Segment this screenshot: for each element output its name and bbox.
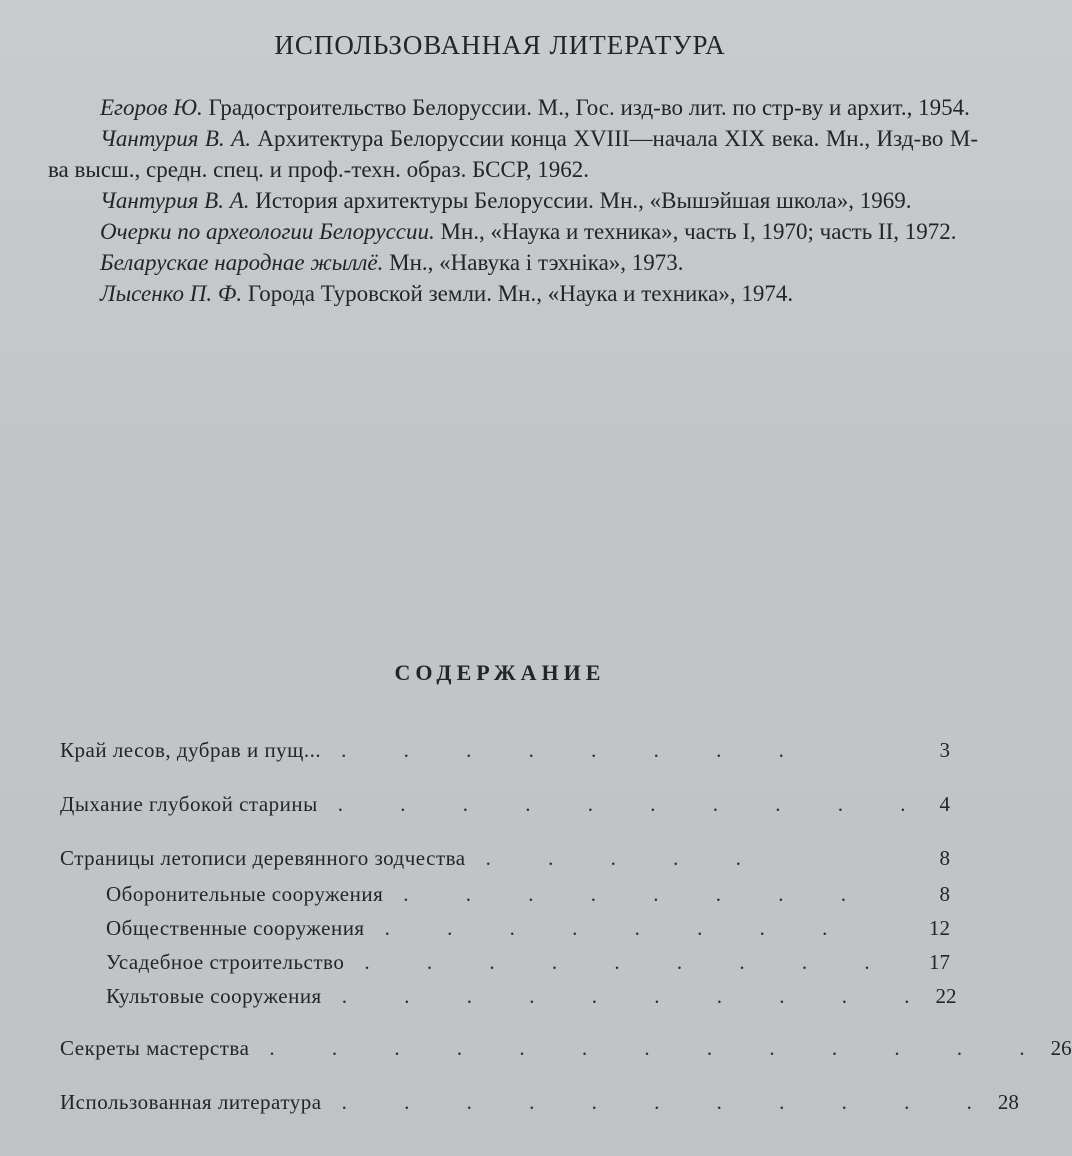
- toc-subitem: [60, 984, 957, 1018]
- bibliography-text: Градостроительство Белоруссии. М., Гос. изд-во лит. по стр-ву и архит., 1954.: [202, 95, 970, 120]
- toc-page-number: 8: [939, 846, 950, 870]
- toc-dot-leader: . . . . . . . . . . . . .: [269, 1036, 1051, 1060]
- bibliography-author: Беларускае народнае жыллё.: [100, 250, 384, 275]
- bibliography-list: [48, 92, 978, 309]
- bibliography-author: Чантурия В. А.: [100, 126, 251, 151]
- toc-item-label: Край лесов, дубрав и пущ...: [60, 738, 322, 762]
- toc-dot-leader: . . . . . . . .: [403, 882, 873, 906]
- bibliography-entry: [48, 92, 978, 123]
- bibliography-entry: [48, 123, 978, 185]
- bibliography-author: Очерки по археологии Белоруссии.: [100, 219, 435, 244]
- toc-subitem: [60, 916, 950, 950]
- bibliography-text: Мн., «Навука і тэхніка», 1973.: [383, 250, 684, 275]
- toc-page-number: 4: [939, 792, 950, 816]
- toc-page-number: 12: [929, 916, 950, 940]
- bibliography-author: Чантурия В. А.: [100, 188, 250, 213]
- toc-page-number: 17: [929, 950, 950, 974]
- bibliography-text: Мн., «Наука и техника», часть I, 1970; часть II, 1972.: [434, 219, 957, 244]
- bibliography-author: Лысенко П. Ф.: [100, 281, 243, 306]
- toc-page-number: 3: [939, 738, 950, 762]
- toc-dot-leader: . . . . . . . .: [341, 738, 810, 762]
- toc-item: [60, 1090, 1019, 1126]
- toc-item-label: Страницы летописи деревянного зодчества: [60, 846, 466, 870]
- toc-subitem: [60, 882, 950, 916]
- toc-item: [60, 738, 950, 774]
- bibliography-text: История архитектуры Белоруссии. Мн., «Вышэйшая школа», 1969.: [249, 188, 912, 213]
- contents-title: СОДЕРЖАНИЕ: [394, 660, 606, 685]
- toc-item: [60, 846, 950, 882]
- toc-item-label: Оборонительные сооружения: [106, 882, 384, 906]
- bibliography-author: Егоров Ю.: [100, 95, 203, 120]
- toc-dot-leader: . . . . . . . .: [384, 916, 854, 940]
- toc-item-label: Культовые сооружения: [106, 984, 322, 1008]
- bibliography-title: ИСПОЛЬЗОВАННАЯ ЛИТЕРАТУРА: [274, 30, 726, 60]
- toc-dot-leader: . . . . . . . . .: [364, 950, 896, 974]
- toc-page-number: 8: [939, 882, 950, 906]
- toc-item: [60, 792, 950, 828]
- toc-page-number: 22: [935, 984, 957, 1008]
- bibliography-text: Архитектура Белоруссии конца XVIII—начала XIX века. Мн., Изд-во М-ва высш., средн. спец. и проф.-техн. образ. БССР, 1962.: [48, 126, 978, 182]
- toc-dot-leader: . . . . . . . . . . .: [341, 1090, 998, 1114]
- toc-dot-leader: . . . . . . . . . .: [341, 984, 936, 1008]
- toc-dot-leader: . . . . .: [485, 846, 767, 870]
- table-of-contents: [60, 738, 1072, 1126]
- toc-item-label: Использованная литература: [60, 1090, 322, 1114]
- toc-item-label: Общественные сооружения: [106, 916, 365, 940]
- bibliography-entry: [48, 278, 978, 309]
- bibliography-entry: [48, 185, 978, 216]
- toc-page-number: 26: [1050, 1036, 1072, 1060]
- toc-dot-leader: . . . . . . . . . .: [337, 792, 932, 816]
- bibliography-entry: [48, 216, 978, 247]
- toc-item-label: Секреты мастерства: [60, 1036, 250, 1060]
- bibliography-entry: [48, 247, 978, 278]
- bibliography-text: Города Туровской земли. Мн., «Наука и техника», 1974.: [242, 281, 794, 306]
- toc-item: [60, 1036, 1072, 1072]
- toc-page-number: 28: [997, 1090, 1019, 1114]
- toc-item-label: Дыхание глубокой старины: [60, 792, 318, 816]
- toc-item-label: Усадебное строительство: [106, 950, 345, 974]
- toc-subitem: [60, 950, 950, 984]
